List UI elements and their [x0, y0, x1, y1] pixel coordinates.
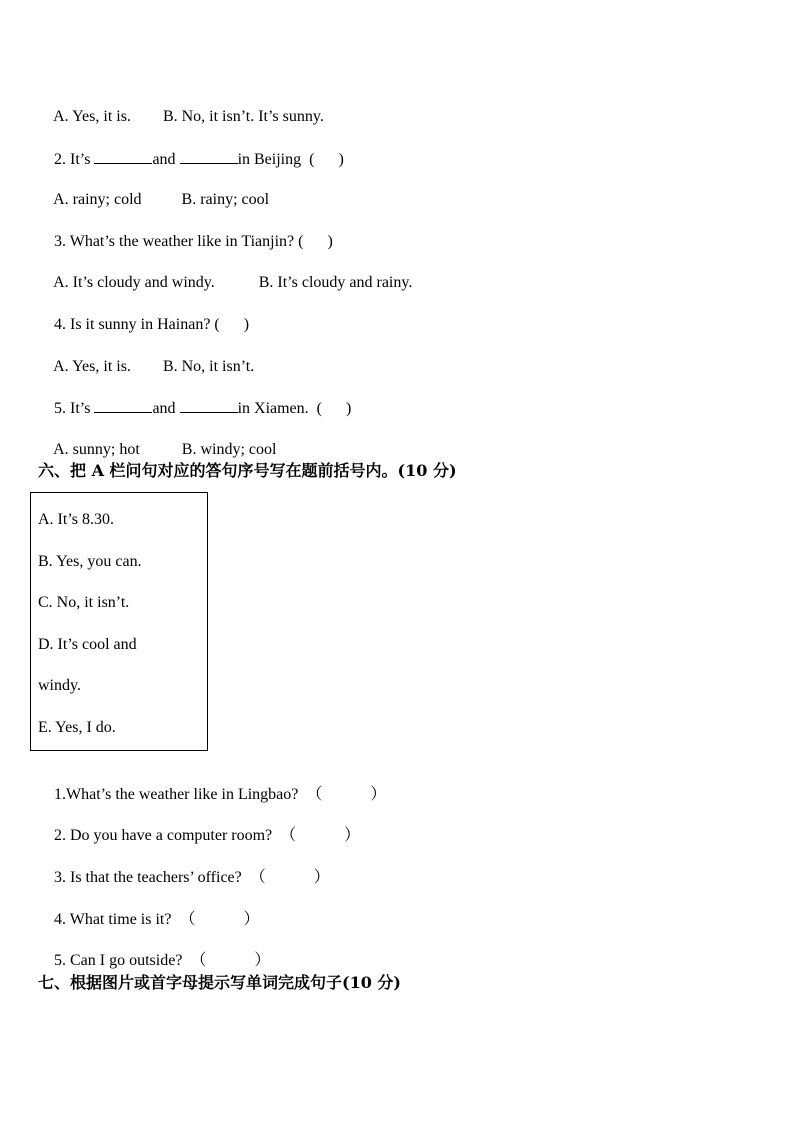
q2-and: and [152, 151, 176, 168]
s6-q1-answer-paren[interactable]: （ ） [306, 786, 387, 803]
answer-e: E. Yes, I do. [38, 719, 116, 736]
answer-c: C. No, it isn’t. [38, 594, 130, 611]
q3-text: 3. What’s the weather like in Tianjin? [54, 233, 295, 250]
q2-prefix: 2. It’s [54, 151, 91, 168]
q2-answer-paren[interactable]: ( ) [309, 151, 344, 168]
q2-blank-1[interactable] [94, 149, 152, 164]
q1-option-a: A. Yes, it is. [53, 108, 131, 125]
q4-text: 4. Is it sunny in Hainan? [54, 316, 211, 333]
section-7-heading: 七、根据图片或首字母提示写单词完成句子(10 分) [38, 973, 401, 992]
q5-option-a: A. sunny; hot [53, 441, 140, 458]
s6-q3-answer-paren[interactable]: （ ） [249, 869, 330, 886]
q5-answer-paren[interactable]: ( ) [316, 400, 352, 417]
q5-and: and [152, 400, 176, 417]
answer-box [30, 492, 208, 751]
q5-prefix: 5. It’s [54, 400, 91, 417]
answer-a: A. It’s 8.30. [38, 511, 114, 528]
q4-answer-paren[interactable]: ( ) [214, 316, 250, 333]
section-6-heading: 六、把 A 栏问句对应的答句序号写在题前括号内。(10 分) [38, 461, 457, 480]
q2-option-a: A. rainy; cold [53, 191, 142, 208]
q5-blank-1[interactable] [94, 398, 152, 413]
q3-option-b: B. It’s cloudy and rainy. [258, 274, 413, 291]
q2-option-b: B. rainy; cool [181, 191, 270, 208]
s6-q4-answer-paren[interactable]: （ ） [179, 911, 260, 928]
s6-q2-text: 2. Do you have a computer room? [54, 827, 273, 844]
q5-blank-2[interactable] [180, 398, 238, 413]
q4-option-b: B. No, it isn’t. [162, 358, 255, 375]
q2-suffix: in Beijing [237, 151, 302, 168]
answer-d: D. It’s cool and [38, 636, 137, 653]
q5-option-b: B. windy; cool [181, 441, 277, 458]
s6-q1-text: 1.What’s the weather like in Lingbao? [54, 786, 299, 803]
s6-q5-answer-paren[interactable]: （ ） [190, 952, 271, 969]
answer-b: B. Yes, you can. [38, 553, 142, 570]
s6-q5-text: 5. Can I go outside? [54, 952, 183, 969]
q1-option-b: B. No, it isn’t. It’s sunny. [162, 108, 324, 125]
q3-option-a: A. It’s cloudy and windy. [53, 274, 215, 291]
s6-q2-answer-paren[interactable]: （ ） [280, 827, 361, 844]
q2-blank-2[interactable] [180, 149, 238, 164]
q5-suffix: in Xiamen. [237, 400, 309, 417]
s6-q4-text: 4. What time is it? [54, 911, 172, 928]
answer-d-cont: windy. [38, 677, 81, 694]
q3-answer-paren[interactable]: ( ) [298, 233, 333, 250]
q4-option-a: A. Yes, it is. [53, 358, 131, 375]
s6-q3-text: 3. Is that the teachers’ office? [54, 869, 242, 886]
